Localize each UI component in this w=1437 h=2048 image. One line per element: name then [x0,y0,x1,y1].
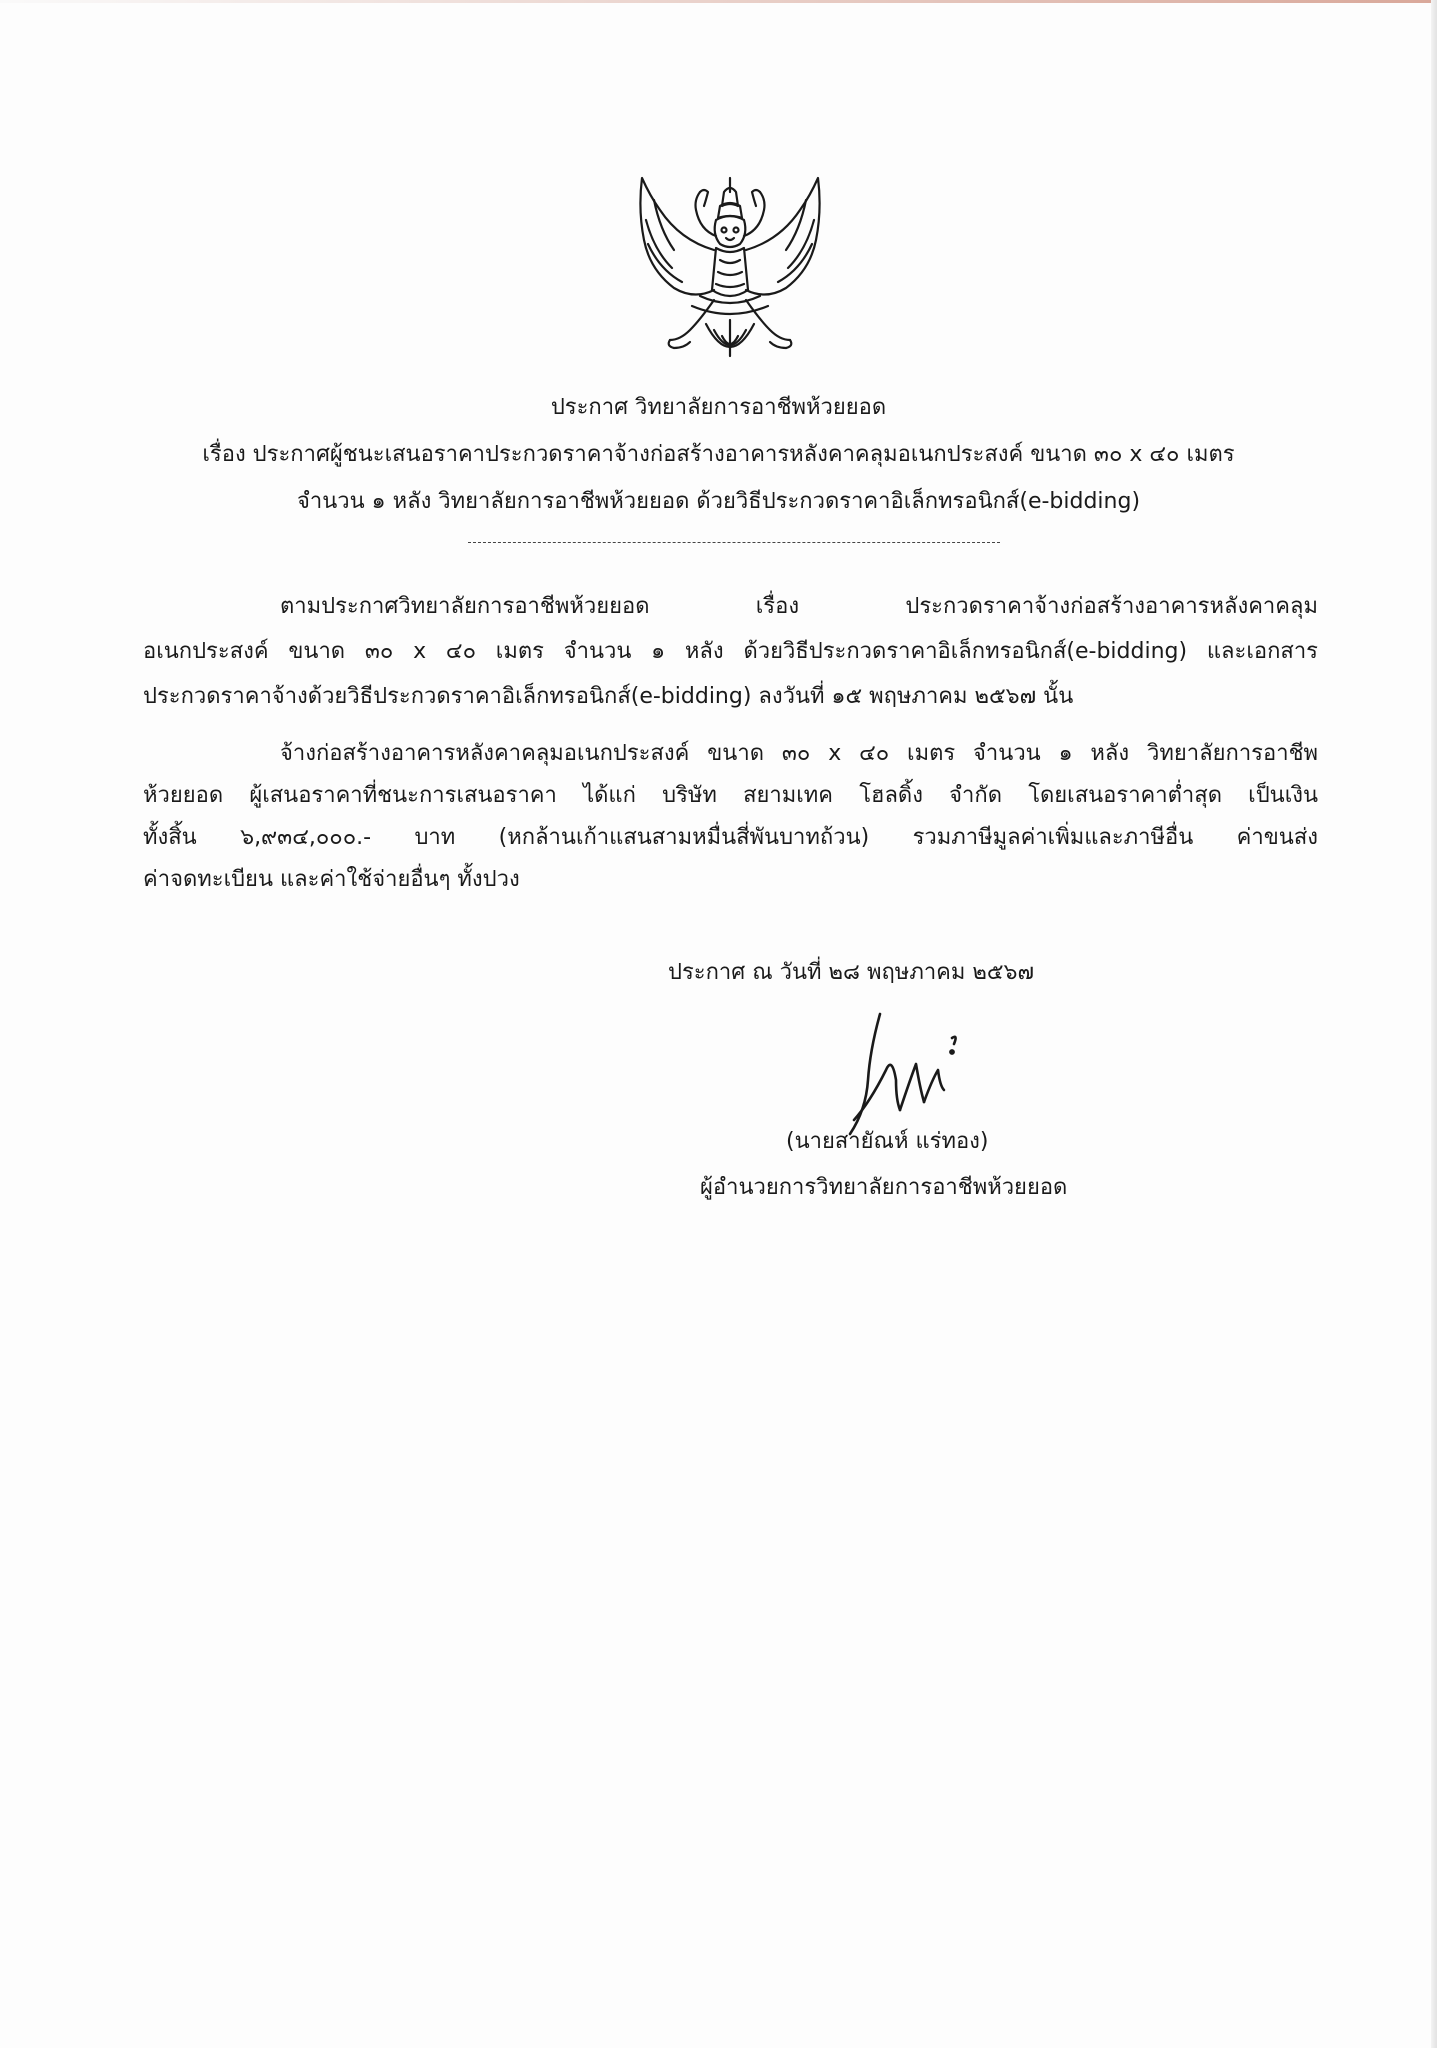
paragraph-1-line-2: อเนกประสงค์ ขนาด ๓๐ x ๔๐ เมตร จำนวน ๑ หลัง ด้วยวิธีประกวดราคาอิเล็กทรอนิกส์(e-bidding) และเอกสาร [143,639,1318,664]
paragraph-2-line-2: ห้วยยอด ผู้เสนอราคาที่ชนะการเสนอราคา ได้แก่ บริษัท สยามเทค โฮลดิ้ง จำกัด โดยเสนอราคาต่ำสุด เป็นเงิน [143,783,1318,808]
announcement-subject-line-2: จำนวน ๑ หลัง วิทยาลัยการอาชีพห้วยยอด ด้วยวิธีประกวดราคาอิเล็กทรอนิกส์(e-bidding) [296,489,1141,514]
announcement-subject-line-1: เรื่อง ประกาศผู้ชนะเสนอราคาประกวดราคาจ้างก่อสร้างอาคารหลังคาคลุมอเนกประสงค์ ขนาด ๓๐ x ๔๐ เมตร [202,442,1235,467]
paragraph-1-line-3: ประกวดราคาจ้างด้วยวิธีประกวดราคาอิเล็กทรอนิกส์(e-bidding) ลงวันที่ ๑๕ พฤษภาคม ๒๕๖๗ นั้น [143,684,1074,709]
announcement-title: ประกาศ วิทยาลัยการอาชีพห้วยยอด [550,395,887,420]
page-right-edge [1431,0,1437,2048]
handwritten-signature [840,1010,990,1140]
paragraph-2-line-4: ค่าจดทะเบียน และค่าใช้จ่ายอื่นๆ ทั้งปวง [143,867,520,892]
signer-position: ผู้อำนวยการวิทยาลัยการอาชีพห้วยยอด [700,1175,1068,1200]
announcement-date: ประกาศ ณ วันที่ ๒๘ พฤษภาคม ๒๕๖๗ [668,960,1035,985]
garuda-emblem-icon [630,170,830,370]
paragraph-1-line-1: ตามประกาศวิทยาลัยการอาชีพห้วยยอด เรื่อง ประกวดราคาจ้างก่อสร้างอาคารหลังคาคลุม [280,594,1318,619]
signer-name: (นายสายัณห์ แร่ทอง) [786,1129,989,1154]
paragraph-2-line-1: จ้างก่อสร้างอาคารหลังคาคลุมอเนกประสงค์ ขนาด ๓๐ x ๔๐ เมตร จำนวน ๑ หลัง วิทยาลัยการอาชีพ [280,741,1318,766]
paragraph-2-line-3: ทั้งสิ้น ๖,๙๓๔,๐๐๐.- บาท (หกล้านเก้าแสนสามหมื่นสี่พันบาทถ้วน) รวมภาษีมูลค่าเพิ่มและภาษีอื่น ค่าขนส่ง [143,825,1318,850]
page-top-edge [0,0,1437,3]
header-divider [468,542,1000,543]
